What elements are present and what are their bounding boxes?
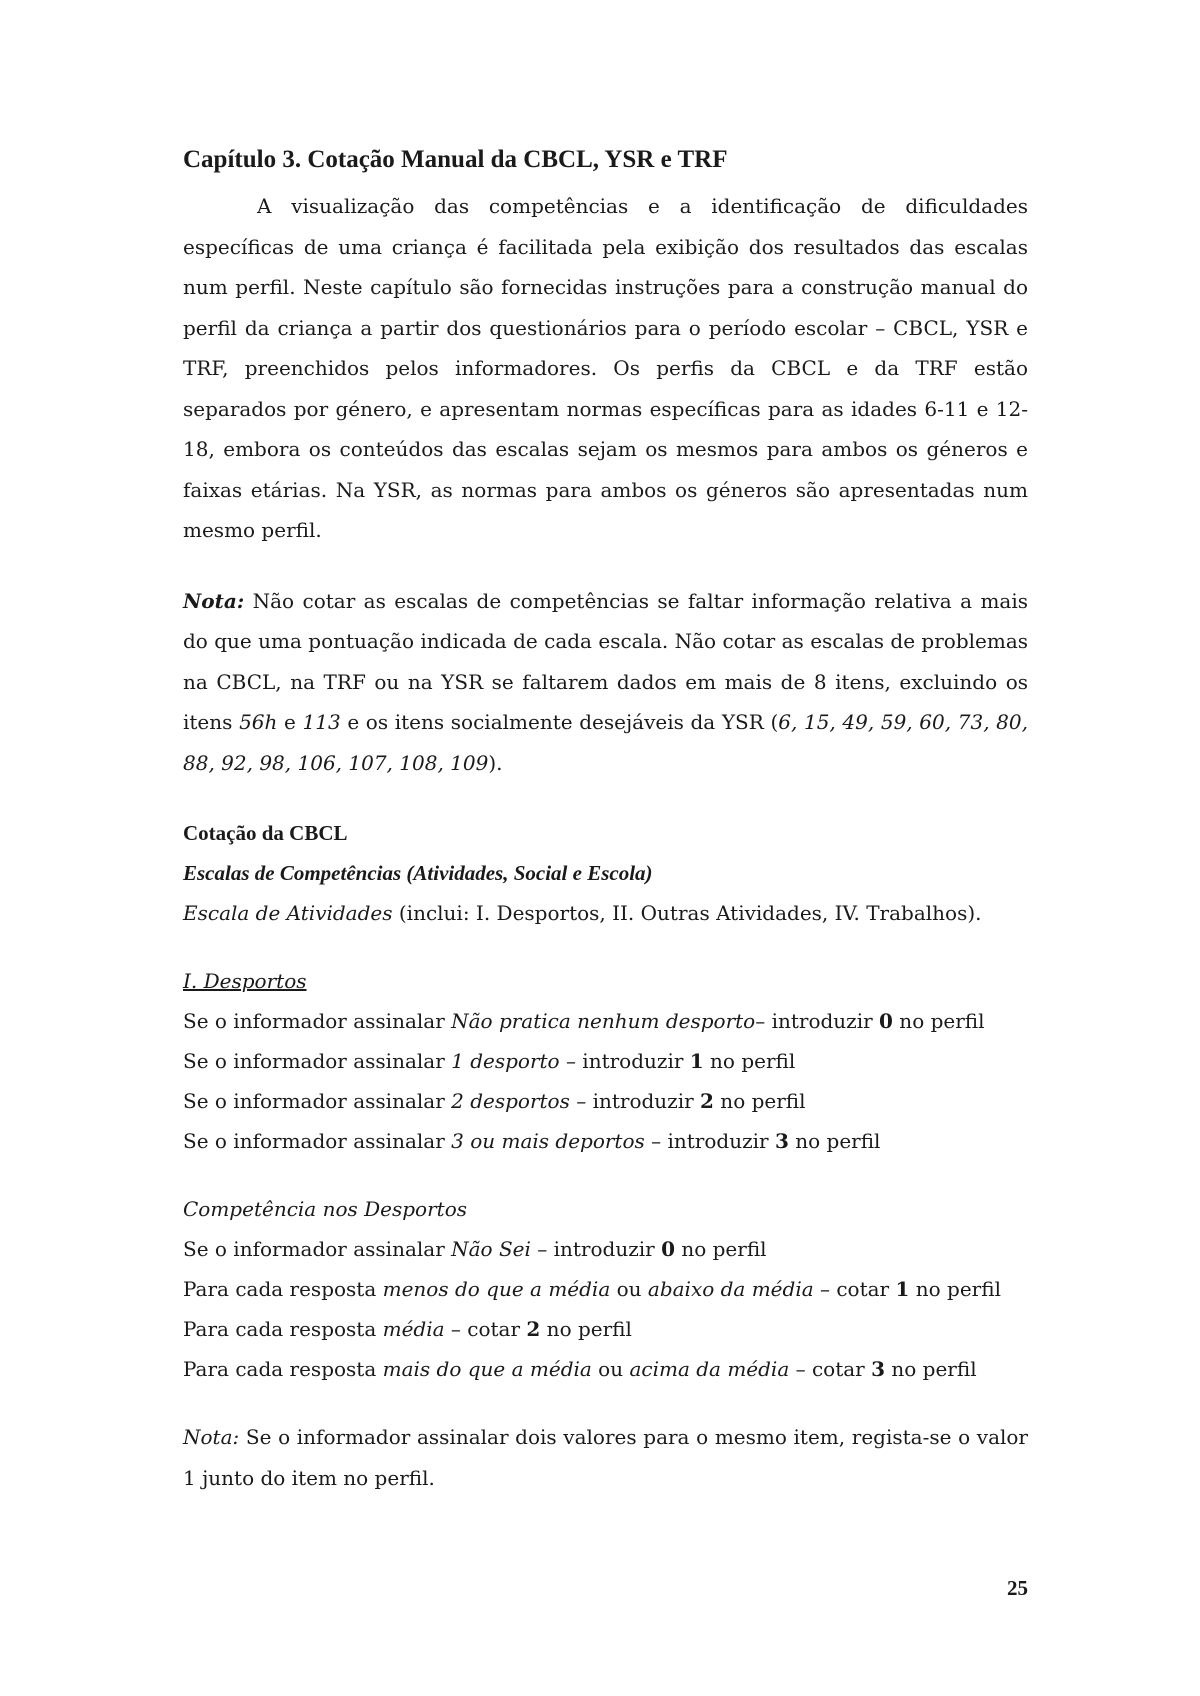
page-number: 25 (1007, 1576, 1028, 1600)
chapter-title: Capítulo 3. Cotação Manual da CBCL, YSR e TRF (183, 146, 728, 173)
competence-line: Para cada resposta menos do que a média ou abaixo da média – cotar 1 no perfil (183, 1277, 1001, 1301)
competence-line: Para cada resposta mais do que a média ou acima da média – cotar 3 no perfil (183, 1357, 977, 1381)
second-note: Nota: Se o informador assinalar dois valores para o mesmo item, regista-se o valor 1 junto do item no perfil. (183, 1425, 1028, 1490)
sports-line: Se o informador assinalar 3 ou mais deportos – introduzir 3 no perfil (183, 1129, 881, 1153)
competence-line: Se o informador assinalar Não Sei – introduzir 0 no perfil (183, 1237, 767, 1261)
activity-scale-line: Escala de Atividades (inclui: I. Desportos, II. Outras Atividades, IV. Trabalhos). (183, 901, 982, 925)
intro-paragraph: A visualização das competências e a identificação de dificuldades específicas de uma criança é facilitada pela exibição dos resultados das escalas num perfil. Neste capítulo são fornecidas instruções para a construção manual do perfil da criança a partir dos questionários para o período escolar – CBCL, YSR e TRF, preenchidos pelos informadores. Os perfis da CBCL e da TRF estão separados por género, e apresentam normas específicas para as idades 6-11 e 12-18, embora os conteúdos das escalas sejam os mesmos para ambos os géneros e faixas etárias. Na YSR, as normas para ambos os géneros são apresentadas num mesmo perfil. (183, 194, 1028, 542)
section-heading: Cotação da CBCL (183, 821, 348, 845)
note-label: Nota: (183, 588, 245, 613)
sports-line: Se o informador assinalar Não pratica nenhum desporto– introduzir 0 no perfil (183, 1009, 985, 1033)
competence-heading: Competência nos Desportos (183, 1197, 468, 1221)
competence-line: Para cada resposta média – cotar 2 no perfil (183, 1317, 632, 1341)
desirable-items-list: 6, 15, 49, 59, 60, 73, 80, 88, 92, 98, 106, 107, 108, 109 (183, 710, 1028, 775)
note-paragraph: Nota: Não cotar as escalas de competências se faltar informação relativa a mais do que uma pontuação indicada de cada escala. Não cotar as escalas de problemas na CBCL, na TRF ou na YSR se faltarem dados em mais de 8 itens, excluindo os itens 56h e 113 e os itens socialmente desejáveis da YSR (6, 15, 49, 59, 60, 73, 80, 88, 92, 98, 106, 107, 108, 109). (183, 588, 1028, 775)
sports-line: Se o informador assinalar 1 desporto – introduzir 1 no perfil (183, 1049, 796, 1073)
sports-line: Se o informador assinalar 2 desportos – introduzir 2 no perfil (183, 1089, 806, 1113)
page-content (183, 140, 1028, 1498)
sports-heading: I. Desportos (183, 969, 307, 993)
subsection-heading: Escalas de Competências (Atividades, Social e Escola) (183, 861, 653, 885)
